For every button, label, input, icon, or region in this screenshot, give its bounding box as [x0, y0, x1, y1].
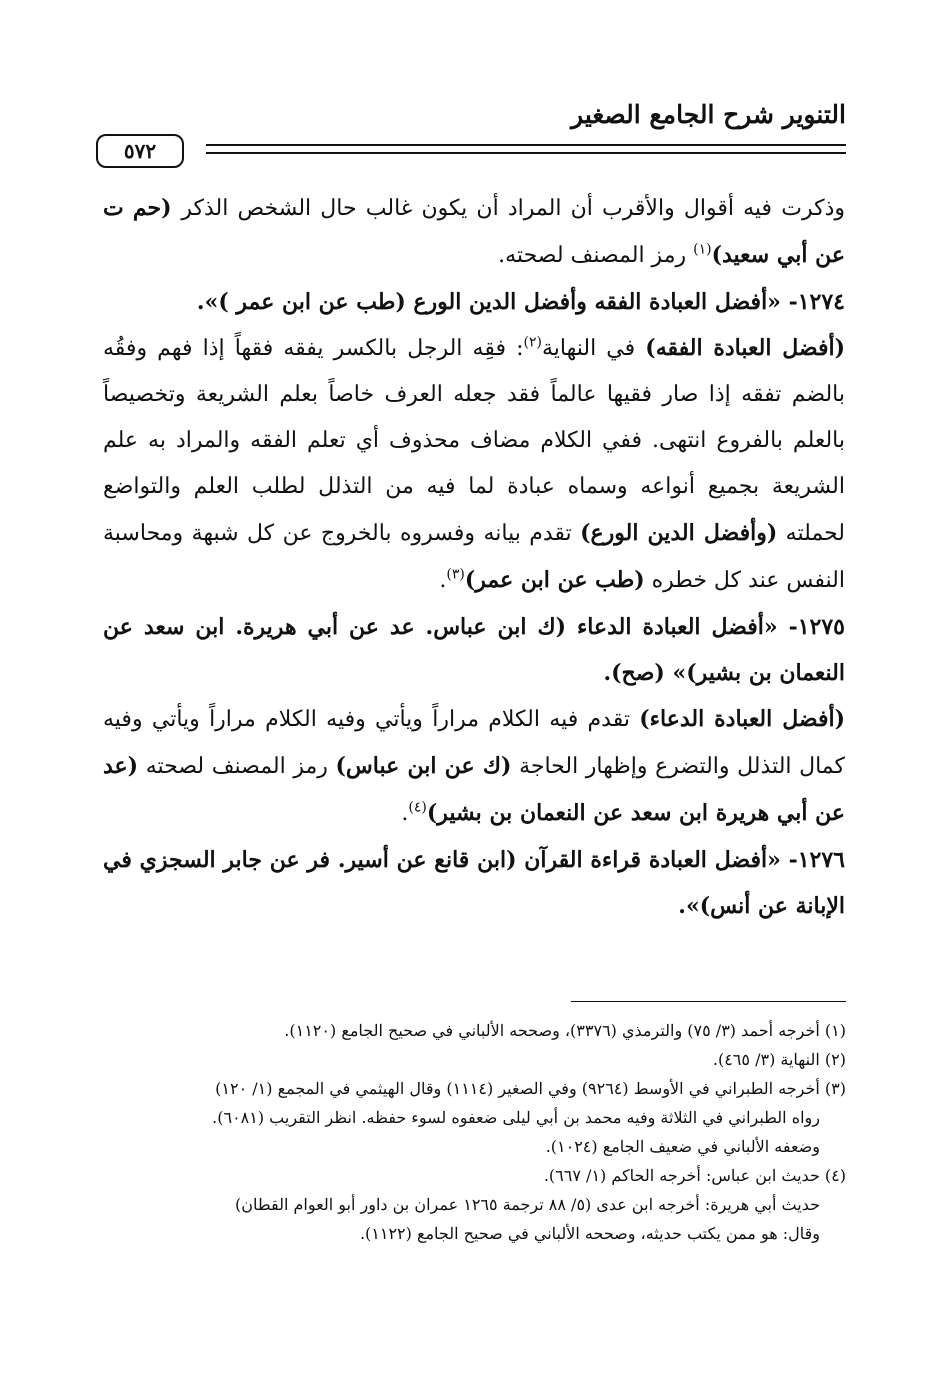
text: : فقِه الرجل بالكسر يفقه فقهاً إذا فهم وفقُه بالضم تفقه إذا صار فقيها عالماً فقد جعله العرف خاصاً بعلم الشريعة وتخصيصاً بالعلم بالفروع انتهى. ففي الكلام مضاف محذوف أي تعلم الفقه والمراد به علم الشريعة بجميع أنواعه وسماه عبادة لما فيه من التذلل لطلب العلم والتواضع لحملته — [103, 336, 845, 546]
footnote-3: (٣) أخرجه الطبراني في الأوسط (٩٢٦٤) وفي الصغير (١١١٤) وقال الهيثمي في المجمع (١/ ١٢٠) — [215, 1079, 846, 1098]
footnote-4: (٤) حديث ابن عباس: أخرجه الحاكم (١/ ٦٦٧). — [543, 1166, 846, 1185]
commentary-1275 — [103, 696, 845, 837]
text-line: رمز المصنف لصحته. — [498, 243, 694, 268]
running-title: التنوير شرح الجامع الصغير — [571, 100, 846, 129]
text-line: وذكرت فيه أقوال والأقرب أن المراد أن يكون غالب حال الشخص الذكر — [181, 196, 845, 221]
quoted-phrase: (أفضل العبادة الفقه) — [645, 335, 845, 361]
footnote-2: (٢) النهاية (٣/ ٤٦٥). — [712, 1050, 846, 1069]
header-rule-top — [206, 144, 846, 146]
page-header — [96, 100, 846, 174]
quoted-phrase: (وأفضل الدين الورع) — [580, 520, 778, 546]
footnote-ref[interactable]: (٣) — [446, 566, 465, 583]
text: تقدم بيانه وفسروه بالخروج عن كل شبهة ومحاسبة النفس عند كل خطره — [103, 521, 845, 593]
hadith-1274: ١٢٧٤- «أفضل العبادة الفقه وأفضل الدين الورع (طب عن ابن عمر )». — [196, 289, 845, 315]
text: . — [439, 568, 447, 593]
footnote-ref[interactable]: (٤) — [408, 799, 427, 816]
source-ref: (ك عن ابن عباس) — [335, 753, 512, 779]
quoted-phrase: (أفضل العبادة الدعاء) — [639, 706, 845, 732]
source-ref: (طب عن ابن عمر) — [464, 567, 645, 593]
page-number: ٥٧٢ — [96, 134, 184, 168]
commentary-1274 — [103, 325, 845, 604]
footnote-separator — [571, 1001, 846, 1002]
footnote-3-cont: رواه الطبراني في الثلاثة وفيه محمد بن أبي ليلى ضعفوه لسوء حفظه. انظر التقريب (٦٠٨١). — [212, 1108, 820, 1127]
footnote-4-cont: حديث أبي هريرة: أخرجه ابن عدى (٥/ ٨٨ ترجمة ١٢٦٥ عمران بن داور أبو العوام القطان) — [235, 1195, 820, 1214]
footnote-ref[interactable]: (٢) — [523, 334, 542, 351]
source-ref: ت عن أبي سعيد) — [103, 195, 845, 268]
footnote-4-cont: وقال: هو ممن يكتب حديثه، وصححه الألباني في صحيح الجامع (١١٢٢). — [359, 1224, 820, 1243]
footnote-ref[interactable]: (١) — [693, 241, 712, 258]
text: رمز المصنف لصحته — [138, 754, 336, 779]
hadith-1275: ١٢٧٥- «أفضل العبادة الدعاء (ك ابن عباس. عد عن أبي هريرة. ابن سعد عن النعمان بن بشير)» (صح). — [103, 614, 845, 686]
paragraph-intro — [103, 185, 845, 279]
footnote-1: (١) أخرجه أحمد (٣/ ٧٥) والترمذي (٣٣٧٦)، وصححه الألباني في صحيح الجامع (١١٢٠). — [284, 1021, 846, 1040]
source-ref: (حم — [132, 195, 182, 221]
text: تقدم فيه الكلام مراراً ويأتي وفيه الكلام مراراً ويأتي وفيه كمال التذلل والتضرع وإظهار الحاجة — [103, 707, 845, 779]
source-ref: (عد عن أبي هريرة ابن سعد عن النعمان بن بشير) — [103, 753, 845, 826]
footnote-3-cont: وضعفه الألباني في ضعيف الجامع (١٠٢٤). — [545, 1137, 820, 1156]
text: في النهاية — [541, 336, 646, 361]
hadith-1276: ١٢٧٦- «أفضل العبادة قراءة القرآن (ابن قانع عن أسير. فر عن جابر السجزي في الإبانة عن أنس)». — [103, 847, 845, 919]
footnotes — [102, 1016, 846, 1248]
text: . — [401, 801, 409, 826]
header-rule-bottom — [206, 152, 846, 154]
main-text — [103, 185, 845, 929]
